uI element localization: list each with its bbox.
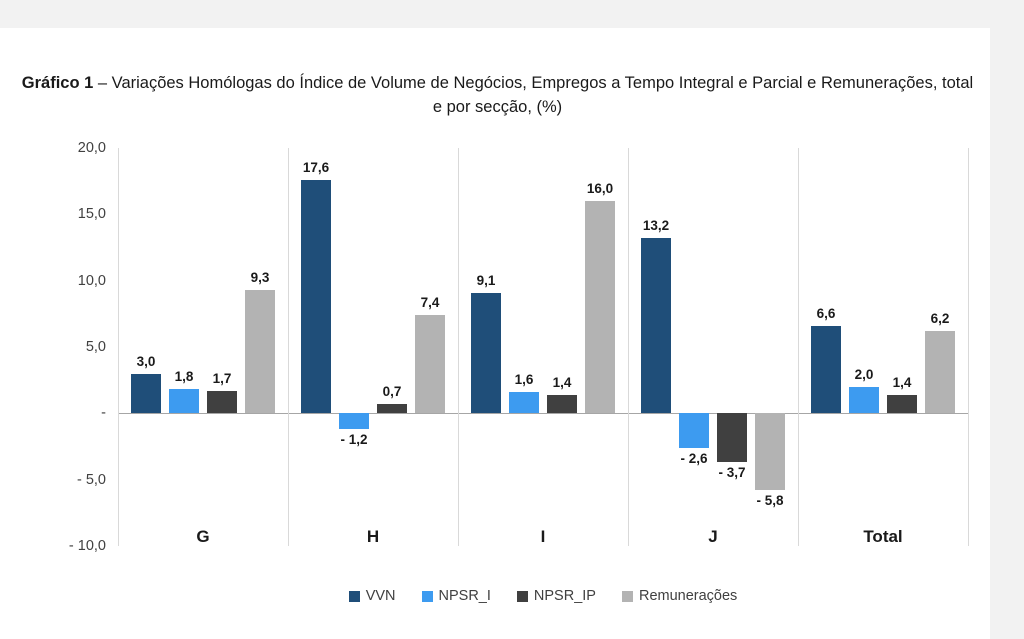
bar-value-label: 13,2	[642, 218, 670, 234]
bar-npsr-i-i	[509, 392, 539, 413]
legend-swatch-icon	[349, 591, 360, 602]
bar-value-label: 1,8	[174, 369, 194, 385]
bar-vvn-j	[641, 238, 671, 413]
legend-item[interactable]	[349, 588, 396, 604]
bar-remunera-es-g	[245, 290, 275, 413]
y-axis-tick-label: -	[101, 405, 106, 422]
x-axis-category-label: G	[196, 527, 210, 547]
legend-item[interactable]	[517, 588, 596, 604]
bar-group	[798, 148, 968, 546]
bar-vvn-h	[301, 180, 331, 413]
bar-value-label: 1,4	[552, 374, 572, 390]
bar-remunera-es-total	[925, 331, 955, 413]
bar-npsr-ip-j	[717, 413, 747, 462]
chart-legend	[118, 588, 968, 604]
x-axis-category-label: Total	[863, 527, 903, 547]
bar-npsr-i-total	[849, 387, 879, 414]
bar-value-label: 1,4	[892, 374, 912, 390]
legend-label: NPSR_I	[438, 588, 491, 604]
legend-swatch-icon	[422, 591, 433, 602]
chart-title-prefix: Gráfico 1	[21, 74, 94, 92]
bar-value-label: - 5,8	[756, 493, 784, 509]
bar-value-label: - 2,6	[680, 450, 708, 466]
bar-npsr-i-h	[339, 413, 369, 429]
bar-group	[118, 148, 288, 546]
bar-value-label: 16,0	[586, 181, 614, 197]
y-axis-tick-label: - 5,0	[76, 471, 106, 488]
legend-label: VVN	[365, 588, 396, 604]
bar-value-label: 6,2	[930, 311, 950, 327]
x-axis-category-label: J	[708, 527, 718, 547]
bar-group	[628, 148, 798, 546]
bar-group	[458, 148, 628, 546]
y-axis-tick-label: 20,0	[77, 140, 106, 156]
bar-value-label: - 1,2	[340, 432, 368, 448]
legend-swatch-icon	[622, 591, 633, 602]
y-axis-tick-label: - 10,0	[68, 538, 106, 554]
bar-remunera-es-j	[755, 413, 785, 490]
chart-title-rest: – Variações Homólogas do Índice de Volume de Negócios, Empregos a Tempo Integral e Parcial e Remunerações, total e por secção, (%)	[93, 74, 974, 116]
bar-npsr-ip-g	[207, 391, 237, 414]
bar-npsr-i-j	[679, 413, 709, 447]
legend-label: NPSR_IP	[533, 588, 596, 604]
bar-value-label: 6,6	[816, 305, 836, 321]
legend-label: Remunerações	[638, 588, 738, 604]
y-axis-tick-label: 10,0	[77, 272, 106, 289]
legend-item[interactable]	[422, 588, 491, 604]
bar-remunera-es-h	[415, 315, 445, 413]
bar-npsr-i-g	[169, 389, 199, 413]
y-axis-tick-label: 15,0	[77, 206, 106, 223]
bar-value-label: 3,0	[136, 353, 156, 369]
legend-swatch-icon	[517, 591, 528, 602]
bar-value-label: 9,3	[250, 269, 270, 285]
bar-npsr-ip-total	[887, 395, 917, 414]
bar-value-label: 2,0	[854, 366, 874, 382]
bar-value-label: 17,6	[302, 159, 330, 175]
bar-value-label: - 3,7	[718, 465, 746, 481]
bar-value-label: 7,4	[420, 295, 440, 311]
bar-vvn-i	[471, 293, 501, 414]
bar-value-label: 1,7	[212, 370, 232, 386]
x-axis-category-label: H	[366, 527, 380, 547]
bar-remunera-es-i	[585, 201, 615, 413]
bar-value-label: 1,6	[514, 372, 534, 388]
bar-value-label: 9,1	[476, 272, 496, 288]
x-axis-category-label: I	[540, 527, 546, 547]
chart-plot-area	[68, 140, 968, 554]
bar-npsr-ip-h	[377, 404, 407, 413]
bar-value-label: 0,7	[382, 384, 402, 400]
bar-group	[288, 148, 458, 546]
category-separator	[968, 148, 969, 546]
legend-item[interactable]	[622, 588, 737, 604]
y-axis-tick-label: 5,0	[85, 339, 106, 355]
bar-npsr-ip-i	[547, 395, 577, 414]
chart-title	[20, 72, 975, 120]
